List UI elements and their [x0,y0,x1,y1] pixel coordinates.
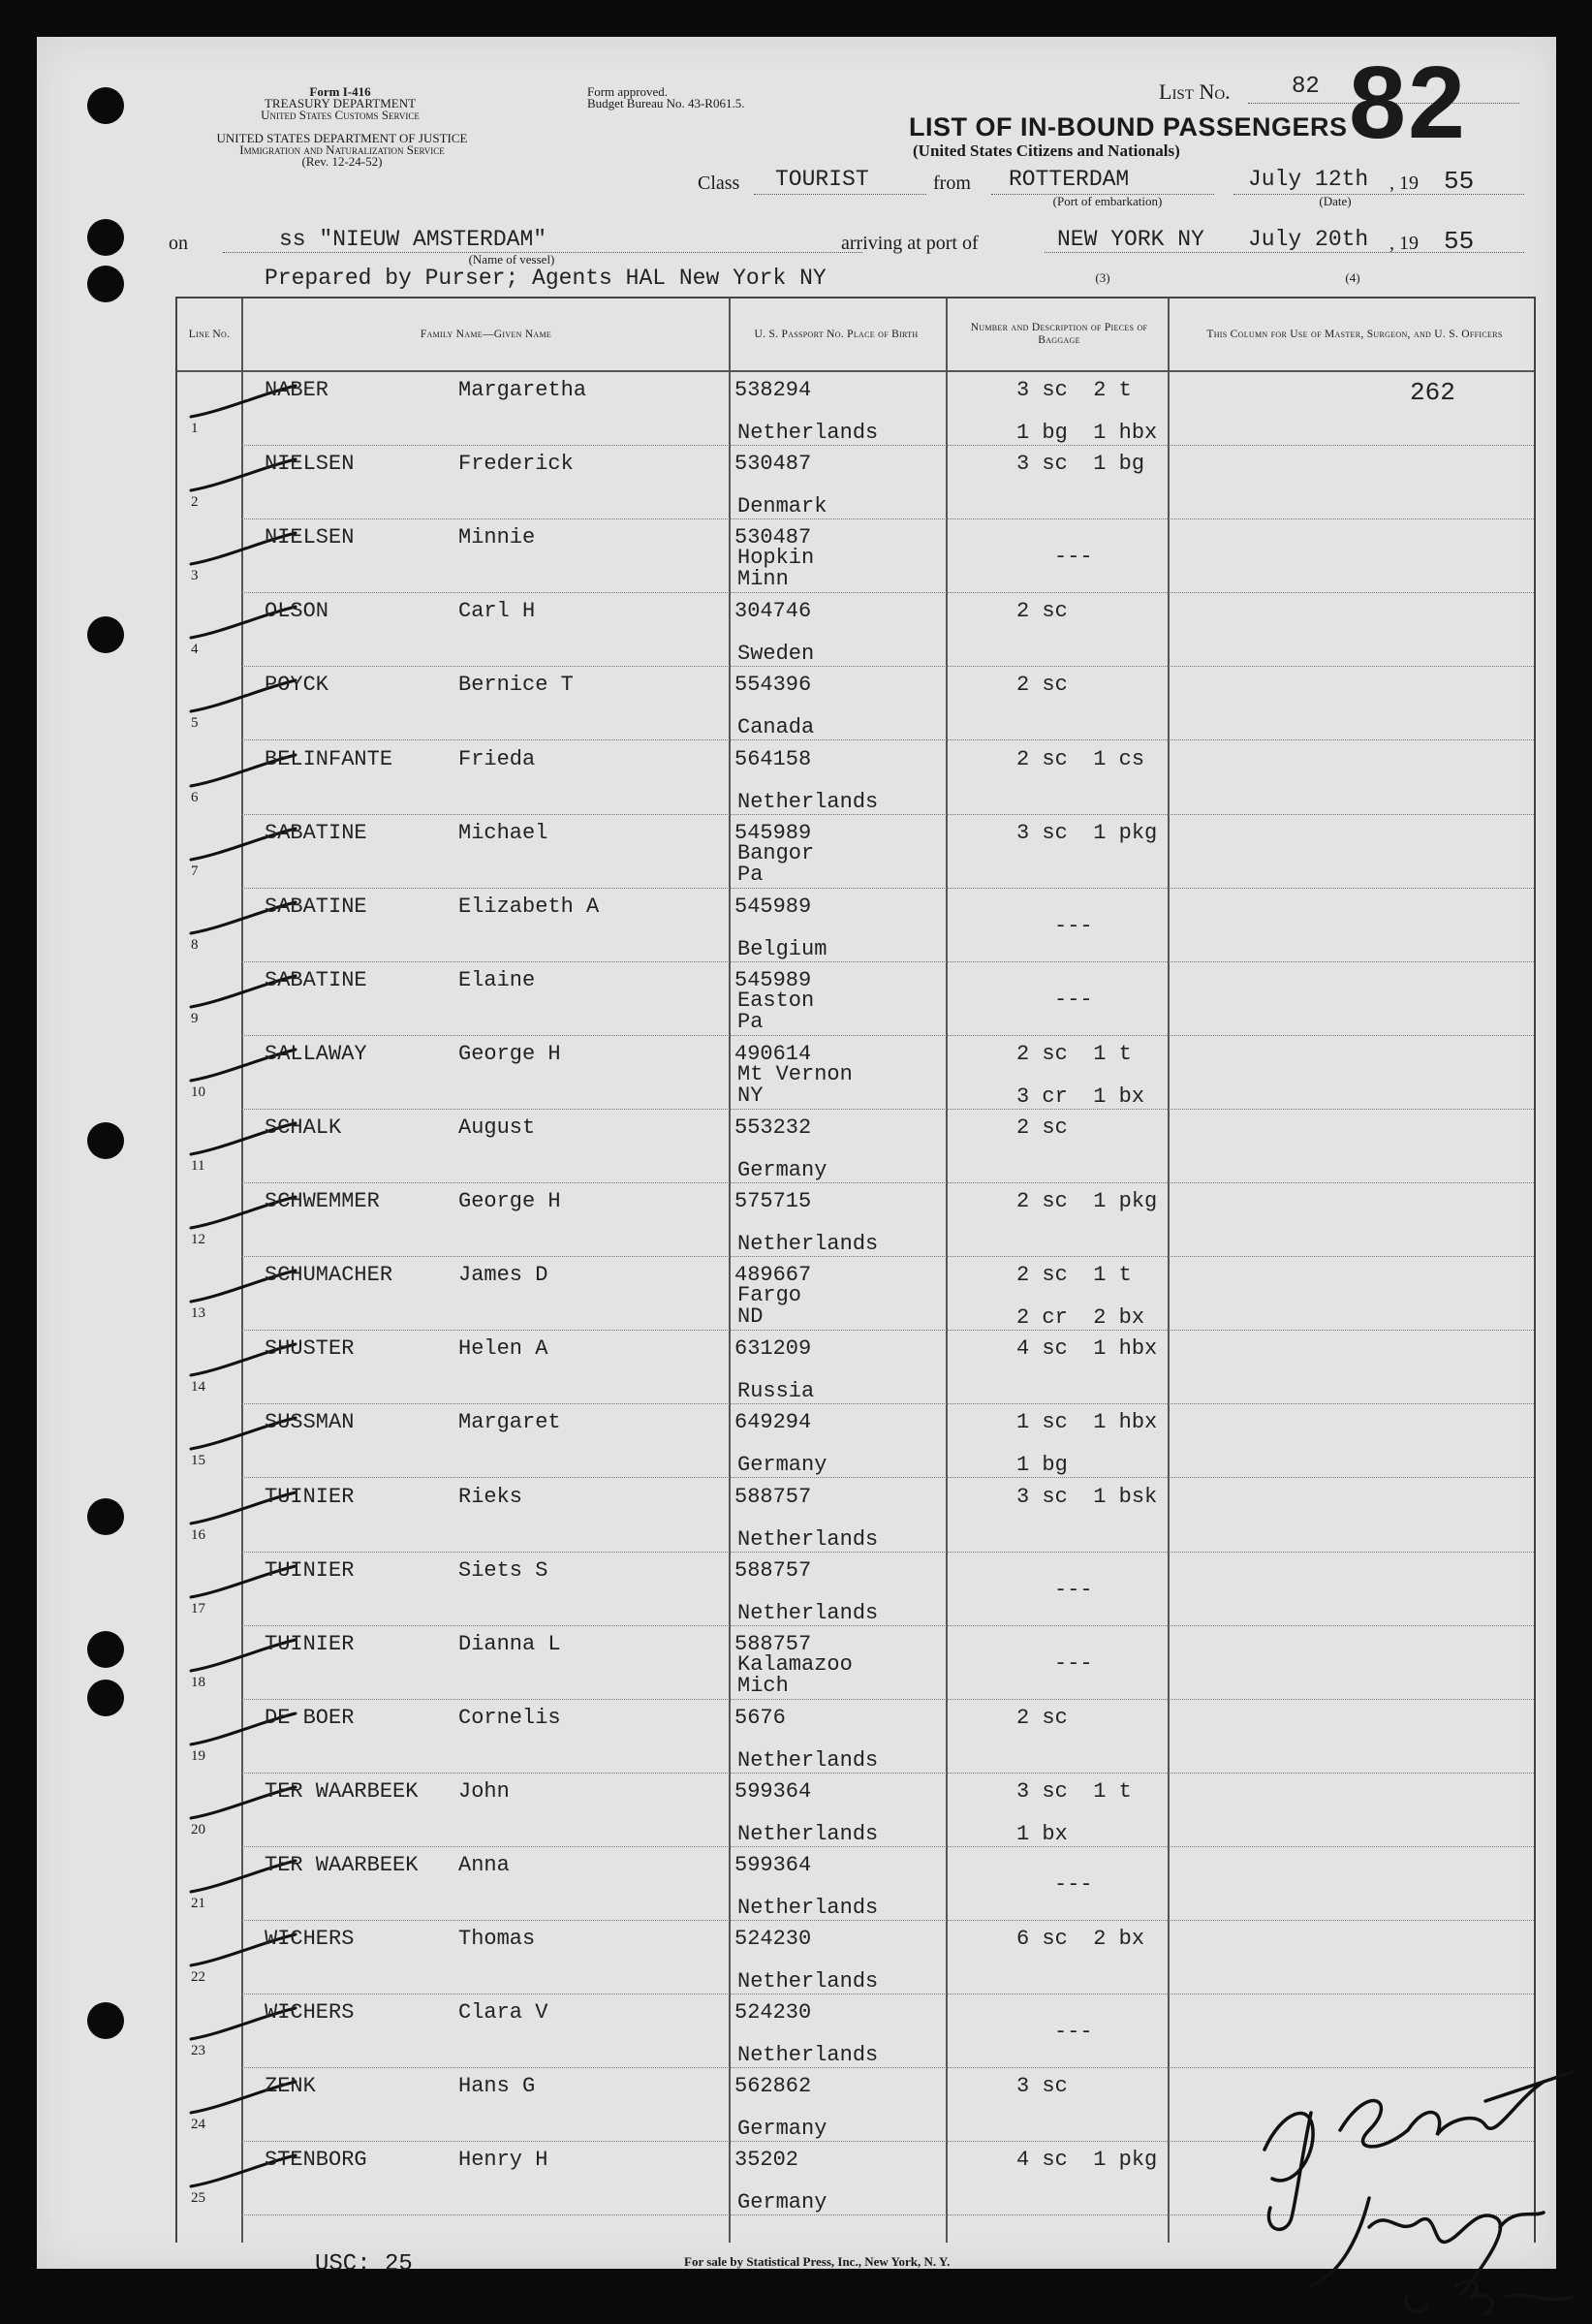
line-number: 3 [191,568,199,584]
place-of-birth-line2: ND [737,1304,764,1330]
table-row [177,741,1534,815]
family-name: WICHERS [265,2000,355,2026]
passport-number: 575715 [734,1189,812,1214]
departure-year: 55 [1444,167,1475,196]
passport-number: 649294 [734,1410,812,1435]
place-of-birth: Netherlands [737,1821,879,1846]
given-name: Helen A [458,1336,548,1362]
family-name: SALLAWAY [265,1041,367,1066]
arrival-year-prefix: , 19 [1389,233,1419,254]
given-name: Anna [458,1853,510,1877]
passport-number: 530487 [734,452,812,477]
arrival-year: 55 [1444,227,1475,256]
table-row [177,1404,1534,1478]
line-number: 21 [191,1896,205,1911]
line-number: 16 [191,1526,205,1543]
given-name: Minnie [458,525,536,550]
usc-total: USC: 25 [315,2251,413,2277]
given-name: Hans G [458,2074,536,2099]
col-header-name: Family Name—Given Name [420,328,552,340]
passport-number: 530487 [734,525,812,550]
baggage-line2: 1 bx [1016,1821,1068,1846]
table-row [177,1774,1534,1847]
baggage-line1: 3 sc 1 bg [1016,452,1145,477]
passport-number: 35202 [734,2148,799,2173]
customs-service: United States Customs Service [261,108,420,122]
baggage-line1: --- [1054,545,1093,570]
given-name: Carl H [458,599,536,624]
family-name: TER WAARBEEK [265,1853,419,1877]
passport-number: 564158 [734,746,812,771]
family-name: WICHERS [265,1927,355,1952]
passenger-table [175,297,1536,2243]
place-of-birth: Netherlands [737,1896,879,1920]
table-row [177,1479,1534,1553]
family-name: SCHUMACHER [265,1263,393,1288]
passport-number: 5676 [734,1705,786,1730]
treasury-department: TREASURY DEPARTMENT [264,96,417,110]
table-row [177,962,1534,1036]
given-name: John [458,1778,510,1804]
punch-hole [87,1122,124,1159]
table-row [177,593,1534,667]
baggage-line1: 2 sc [1016,673,1068,698]
family-name: STENBORG [265,2148,367,2173]
passport-number: 524230 [734,1927,812,1952]
arrival-port: NEW YORK NY [1057,227,1204,252]
passport-number: 545989 [734,894,812,919]
baggage-line1: 2 sc 1 t [1016,1041,1132,1066]
list-no-typed: 82 [1292,74,1320,100]
given-name: Frederick [458,452,574,477]
from-label: from [933,173,971,194]
baggage-line1: 2 sc 1 pkg [1016,1189,1158,1214]
baggage-line2: 3 cr 1 bx [1016,1083,1145,1109]
line-number: 13 [191,1305,205,1322]
class-value: TOURIST [775,167,869,192]
immigration-service: Immigration and Naturalization Service [239,142,445,157]
line-number: 20 [191,1821,205,1837]
punch-hole [87,1498,124,1535]
table-row [177,1700,1534,1774]
vessel-name: ss "NIEUW AMSTERDAM" [279,227,547,252]
table-row [177,1110,1534,1183]
table-row [177,519,1534,593]
table-row [177,889,1534,962]
place-of-birth: Germany [737,1453,827,1478]
passport-number: 490614 [734,1041,812,1066]
col-header-line-no: Line No. [188,328,231,340]
place-of-birth-line2: Mich [737,1673,789,1698]
place-of-birth: Netherlands [737,789,879,814]
place-of-birth: Netherlands [737,1600,879,1625]
place-of-birth: Canada [737,715,815,740]
baggage-line1: 6 sc 2 bx [1016,1927,1145,1952]
family-name: NIELSEN [265,452,355,477]
family-name: NABER [265,378,329,402]
given-name: Michael [458,820,548,845]
baggage-line1: 2 sc [1016,1115,1068,1140]
passport-number: 304746 [734,599,812,624]
printer-note: For sale by Statistical Press, Inc., New York, N. Y. [684,2254,951,2269]
given-name: Frieda [458,746,536,771]
family-name: NIELSEN [265,525,355,550]
place-of-birth: Netherlands [737,1526,879,1552]
officer-notes: 262 [1410,378,1455,407]
table-row [177,815,1534,889]
passport-number: 538294 [734,378,812,402]
baggage-line1: 2 sc [1016,1705,1068,1730]
family-name: TUINIER [265,1557,355,1583]
line-number: 9 [191,1010,199,1026]
line-number: 10 [191,1083,205,1100]
table-row [177,1626,1534,1700]
family-name: SABATINE [265,820,367,845]
given-name: Siets S [458,1557,548,1583]
place-of-birth: Germany [737,1158,827,1182]
given-name: James D [458,1263,548,1288]
class-label: Class [698,173,740,194]
line-number: 25 [191,2190,205,2207]
table-row [177,1036,1534,1110]
given-name: Clara V [458,2000,548,2026]
arrival-date: July 20th [1248,227,1369,252]
table-row [177,1847,1534,1921]
place-of-birth: Kalamazoo [737,1651,853,1677]
family-name: SCHWEMMER [265,1189,380,1214]
passport-number: 599364 [734,1778,812,1804]
col-header-officers: This Column for Use of Master, Surgeon, and U. S. Officers [1206,328,1503,340]
list-no-label: List No. [1159,79,1231,104]
document-page [37,37,1556,2277]
line-number: 4 [191,642,199,658]
punch-hole [87,2002,124,2039]
line-number: 6 [191,789,199,805]
line-number: 19 [191,1747,205,1764]
caption-3: (3) [1095,270,1110,285]
form-number: Form I-416 [309,84,371,99]
table-row [177,667,1534,740]
list-no-stamp: 82 [1349,46,1467,160]
col-header-baggage: Number and Description of Pieces of Baggage [970,322,1148,346]
passport-number: 588757 [734,1484,812,1509]
port-embarkation-caption: (Port of embarkation) [1052,194,1163,208]
baggage-line1: 3 sc 1 bsk [1016,1484,1158,1509]
given-name: Margaretha [458,378,587,402]
table-row [177,1257,1534,1331]
place-of-birth: Netherlands [737,1969,879,1994]
place-of-birth: Russia [737,1379,815,1404]
family-name: POYCK [265,673,329,698]
baggage-line1: 3 sc 2 t [1016,378,1132,402]
table-row [177,1183,1534,1257]
baggage-line2: 2 cr 2 bx [1016,1305,1145,1331]
place-of-birth-line2: Minn [737,567,789,592]
baggage-line1: 2 sc 1 cs [1016,746,1145,771]
baggage-line1: --- [1054,1577,1093,1602]
col-header-passport: U. S. Passport No. Place of Birth [754,328,919,340]
table-row [177,1553,1534,1626]
passport-number: 545989 [734,820,812,845]
family-name: SABATINE [265,894,367,919]
place-of-birth-line2: NY [737,1083,764,1108]
passport-number: 554396 [734,673,812,698]
baggage-line2: 1 bg [1016,1453,1068,1478]
baggage-line1: 2 sc 1 t [1016,1263,1132,1288]
place-of-birth: Sweden [737,642,815,667]
punch-hole [87,616,124,653]
passport-number: 588757 [734,1557,812,1583]
baggage-line2: 1 bg 1 hbx [1016,421,1158,445]
revision-date: (Rev. 12-24-52) [301,154,383,169]
place-of-birth: Denmark [737,494,827,519]
line-number: 5 [191,715,199,732]
line-number: 15 [191,1453,205,1469]
port-of-embarkation: ROTTERDAM [1009,167,1130,192]
line-number: 14 [191,1379,205,1396]
line-number: 18 [191,1674,205,1690]
baggage-line1: 3 sc [1016,2074,1068,2099]
baggage-line1: --- [1054,913,1093,938]
family-name: OLSON [265,599,329,624]
baggage-line1: 3 sc 1 t [1016,1778,1132,1804]
given-name: Rieks [458,1484,523,1509]
on-label: on [169,233,188,254]
given-name: Bernice T [458,673,574,698]
baggage-line1: --- [1054,1872,1093,1897]
line-number: 17 [191,1600,205,1617]
table-row [177,446,1534,519]
given-name: Elaine [458,967,536,992]
family-name: SABATINE [265,967,367,992]
place-of-birth: Netherlands [737,421,879,445]
vessel-caption: (Name of vessel) [468,252,555,267]
budget-bureau: Budget Bureau No. 43-R061.5. [587,96,745,110]
family-name: BELINFANTE [265,746,393,771]
baggage-line1: 4 sc 1 hbx [1016,1336,1158,1362]
line-number: 1 [191,421,199,436]
line-number: 2 [191,494,199,511]
family-name: TER WAARBEEK [265,1778,419,1804]
place-of-birth: Netherlands [737,1232,879,1257]
line-number: 11 [191,1158,205,1174]
passport-number: 631209 [734,1336,812,1362]
line-number: 8 [191,936,199,953]
baggage-line1: --- [1054,1650,1093,1676]
line-number: 12 [191,1232,205,1248]
passport-number: 524230 [734,2000,812,2026]
passport-number: 588757 [734,1631,812,1656]
given-name: Thomas [458,1927,536,1952]
given-name: George H [458,1189,561,1214]
given-name: Margaret [458,1410,561,1435]
baggage-line1: 1 sc 1 hbx [1016,1410,1158,1435]
table-row [177,1921,1534,1994]
punch-hole [87,87,124,124]
place-of-birth: Bangor [737,840,815,865]
family-name: DE BOER [265,1705,355,1730]
baggage-line1: 4 sc 1 pkg [1016,2148,1158,2173]
family-name: SCHALK [265,1115,342,1140]
passport-number: 553232 [734,1115,812,1140]
line-number: 22 [191,1969,205,1986]
baggage-line1: --- [1054,987,1093,1012]
punch-hole [87,266,124,302]
passport-number: 489667 [734,1263,812,1288]
place-of-birth: Netherlands [737,2043,879,2068]
family-name: TUINIER [265,1631,355,1656]
arriving-label: arriving at port of [841,233,979,254]
table-row [177,372,1534,446]
place-of-birth: Belgium [737,936,827,961]
punch-hole [87,1631,124,1668]
given-name: Cornelis [458,1705,561,1730]
given-name: George H [458,1041,561,1066]
place-of-birth: Hopkin [737,546,815,571]
place-of-birth-line2: Pa [737,862,764,887]
line-number: 23 [191,2043,205,2059]
family-name: SUSSMAN [265,1410,355,1435]
place-of-birth-line2: Pa [737,1009,764,1034]
justice-department: UNITED STATES DEPARTMENT OF JUSTICE [216,131,468,145]
baggage-line1: 2 sc [1016,599,1068,624]
prepared-by: Prepared by Purser; Agents HAL New York NY [265,266,827,291]
given-name: August [458,1115,536,1140]
line-number: 7 [191,863,199,879]
form-approved: Form approved. [587,84,669,99]
place-of-birth: Germany [737,2190,827,2215]
baggage-line1: 3 sc 1 pkg [1016,820,1158,845]
place-of-birth: Mt Vernon [737,1061,853,1086]
table-row [177,1331,1534,1404]
page-subtitle: (United States Citizens and Nationals) [913,141,1180,160]
place-of-birth: Fargo [737,1283,802,1308]
punch-hole [87,219,124,256]
place-of-birth: Easton [737,988,815,1013]
family-name: ZENK [265,2074,316,2099]
departure-date: July 12th [1248,167,1369,192]
given-name: Dianna L [458,1631,561,1656]
passport-number: 545989 [734,967,812,992]
place-of-birth: Netherlands [737,1747,879,1773]
line-number: 24 [191,2117,205,2133]
passport-number: 599364 [734,1853,812,1877]
baggage-line1: --- [1054,2020,1093,2045]
given-name: Elizabeth A [458,894,600,919]
given-name: Henry H [458,2148,548,2173]
inspector-signature [1253,2043,1592,2324]
punch-hole [87,1680,124,1716]
passport-number: 562862 [734,2074,812,2099]
departure-year-prefix: , 19 [1389,173,1419,194]
caption-4: (4) [1345,270,1360,285]
date-caption: (Date) [1319,194,1352,208]
family-name: TUINIER [265,1484,355,1509]
page-title: LIST OF IN-BOUND PASSENGERS [909,112,1348,141]
family-name: SHUSTER [265,1336,355,1362]
place-of-birth: Germany [737,2117,827,2142]
